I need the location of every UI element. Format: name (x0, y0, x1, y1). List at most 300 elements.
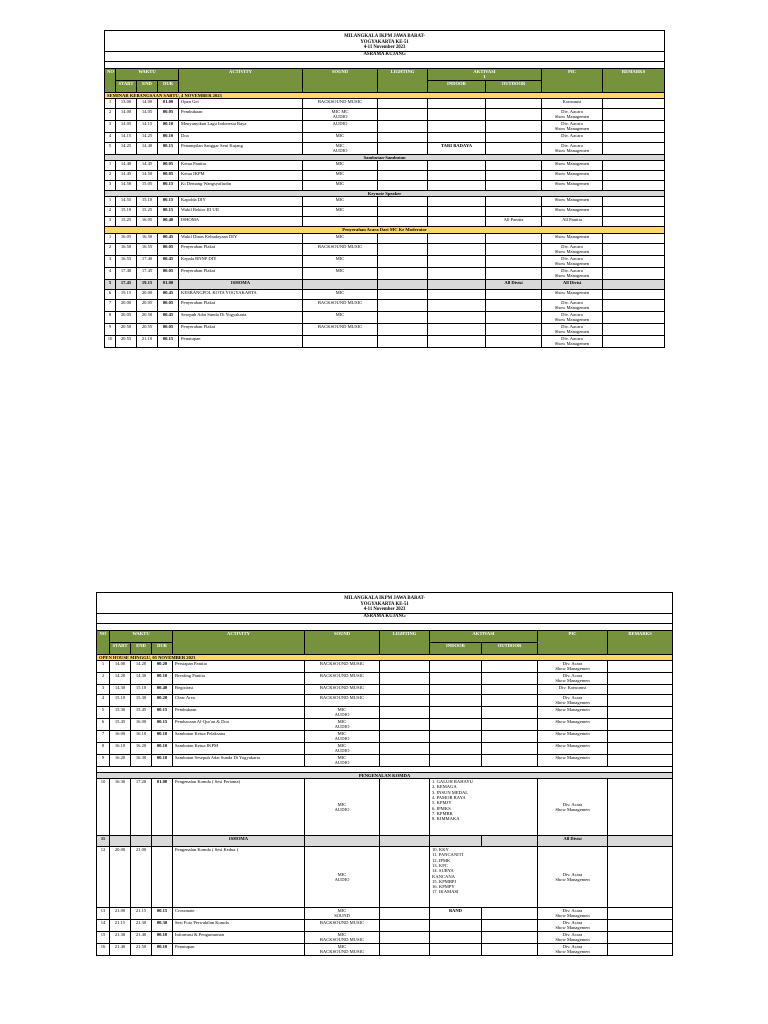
row-no: 5 (105, 279, 116, 289)
row-sound: MIC (303, 289, 378, 299)
table-row (105, 132, 665, 142)
row-start: 14.45 (116, 171, 137, 181)
row-pic: Div. Acara Show Managemen (538, 908, 608, 920)
row-pic: Show Managemen (542, 289, 603, 299)
row-dur: 00.30 (152, 920, 173, 932)
row-start: 17.45 (116, 279, 137, 289)
row-outdoor: All Divisi (486, 279, 542, 289)
row-pic: Show Managemen (538, 706, 608, 718)
col-indoor: INDOOR (430, 642, 482, 654)
row-sound: MIC (303, 311, 378, 323)
row-sound: MIC MC AUDIO (303, 108, 378, 120)
row-end: 14.45 (137, 161, 158, 171)
row-start: 14.15 (116, 132, 137, 142)
row-end: 21.10 (137, 335, 158, 347)
table-row (105, 267, 665, 279)
row-sound: MIC AUDIO (305, 730, 380, 742)
row-no: 10 (97, 779, 110, 836)
col-aktivasi: AKTIVASI I (428, 68, 542, 80)
row-pic: Show Managemen (538, 754, 608, 766)
row-indoor (428, 279, 486, 289)
row-activity: Penyerahan Plakat (179, 267, 303, 279)
row-no: 3 (105, 217, 116, 227)
col-lighting: LIGHTING (378, 68, 428, 92)
col-pic: PIC (542, 68, 603, 92)
komda-list-2 (430, 847, 538, 908)
row-end: 20.50 (137, 311, 158, 323)
row-outdoor (482, 908, 538, 920)
row-lighting (380, 908, 430, 920)
row-pic: Div. Acara Show Managemen (538, 779, 608, 836)
table-row (97, 660, 673, 672)
row-dur: 00.15 (152, 718, 173, 730)
komda-item: 2. KEMAGA (432, 784, 457, 790)
row-sound: MIC (303, 267, 378, 279)
row-dur: 00.10 (152, 730, 173, 742)
table-row (97, 718, 673, 730)
row-outdoor (482, 944, 538, 956)
row-indoor (430, 718, 482, 730)
row-sound: MIC AUDIO (303, 142, 378, 154)
row-end: 20.55 (137, 323, 158, 335)
row-no: 3 (105, 255, 116, 267)
col-sound: SOUND (305, 630, 380, 654)
row-indoor (430, 684, 482, 694)
row-activity: Open Get (179, 98, 303, 108)
row-activity: ISHOMA (173, 836, 305, 847)
row-no: 7 (97, 730, 110, 742)
row-sound: MIC (303, 207, 378, 217)
row-activity: Registrasi (173, 684, 305, 694)
row-end: 19.15 (137, 279, 158, 289)
row-dur: 00.15 (158, 197, 179, 207)
col-end: END (131, 642, 152, 654)
komda-item: 7. KPMBR (432, 810, 453, 816)
row-sound: MIC (303, 171, 378, 181)
row-end: 16.00 (131, 718, 152, 730)
row-remarks (608, 730, 673, 742)
row-pic: Div. Aacara (542, 132, 603, 142)
row-end: 21.30 (131, 920, 152, 932)
row-activity: Pembukaan (173, 706, 305, 718)
row-indoor (428, 289, 486, 299)
row-end: 14.40 (137, 142, 158, 154)
row-start: 14.50 (116, 181, 137, 191)
row-remarks (608, 694, 673, 706)
row-start: 20.55 (116, 335, 137, 347)
row-dur: 00.45 (158, 233, 179, 243)
row-indoor: BAND (430, 908, 482, 920)
row-indoor (428, 171, 486, 181)
row-pic: Show Managemen (542, 207, 603, 217)
col-waktu: WAKTU (110, 630, 173, 642)
row-end: 16.05 (137, 217, 158, 227)
komda-item: 15. KPMBPJ (432, 878, 457, 884)
row-no: 2 (97, 672, 110, 684)
row-dur: 00.15 (158, 181, 179, 191)
komda-item: 4. PAMOR RAYA (432, 794, 466, 800)
row-pic: Div. Aacara Show Managemen (542, 108, 603, 120)
row-end: 16.50 (137, 233, 158, 243)
row-start: 14.05 (116, 120, 137, 132)
event-title: MILANGKALA IKPM JAWA BARAT- YOGYAKARTA KE-51 4-11 November 2023 (97, 593, 673, 614)
row-indoor (428, 120, 486, 132)
col-indoor: INDOOR (428, 80, 486, 92)
row-outdoor (482, 718, 538, 730)
row-remarks (603, 98, 665, 108)
section-heading: Sambutan-Sambutan (105, 154, 665, 160)
col-pic: PIC (538, 630, 608, 654)
row-activity: Ketua Panitia (179, 161, 303, 171)
col-outdoor: OUTDOOR (482, 642, 538, 654)
row-indoor (428, 207, 486, 217)
section-heading: Keynote Speaker (105, 191, 665, 197)
row-dur: 01.00 (152, 779, 173, 836)
table-row (97, 932, 673, 944)
row-remarks (608, 908, 673, 920)
table-row (105, 197, 665, 207)
row-dur: 00.15 (158, 142, 179, 154)
col-sound: SOUND (303, 68, 378, 92)
table-row (105, 142, 665, 154)
row-sound: MIC AUDIO (305, 706, 380, 718)
row-end: 21.50 (131, 944, 152, 956)
row-outdoor (486, 108, 542, 120)
table-row (97, 836, 673, 847)
row-indoor (428, 98, 486, 108)
table-row (105, 98, 665, 108)
row-remarks (603, 132, 665, 142)
row-sound: BACKSOUND MUSIC (303, 98, 378, 108)
row-sound (303, 279, 378, 289)
row-indoor (428, 255, 486, 267)
row-no: 2 (105, 243, 116, 255)
row-start: 15.10 (116, 207, 137, 217)
row-lighting (378, 311, 428, 323)
row-end: 15.05 (137, 181, 158, 191)
row-dur: 00.05 (158, 243, 179, 255)
row-pic: Div. Acara Show Managemen (538, 847, 608, 908)
row-pic: Show Managemen (538, 718, 608, 730)
row-no: 2 (105, 108, 116, 120)
row-start: 14.20 (110, 672, 131, 684)
row-lighting (378, 197, 428, 207)
row-no: 6 (105, 289, 116, 299)
row-dur: 00.15 (152, 908, 173, 920)
row-remarks (603, 323, 665, 335)
row-sound: MIC AUDIO (305, 754, 380, 766)
row-indoor (428, 197, 486, 207)
row-outdoor (486, 335, 542, 347)
row-end: 14.05 (137, 108, 158, 120)
row-dur: 00.10 (152, 932, 173, 944)
row-start: 20.50 (116, 323, 137, 335)
row-dur: 00.15 (158, 335, 179, 347)
row-sound: AUDIO (303, 120, 378, 132)
schedule-table (104, 30, 665, 348)
row-remarks (603, 311, 665, 323)
col-end: END (137, 80, 158, 92)
row-start: 20.05 (116, 311, 137, 323)
row-no: 14 (97, 920, 110, 932)
col-no: NO (97, 630, 110, 654)
row-activity: Penyerahan Plakat (179, 299, 303, 311)
row-lighting (378, 181, 428, 191)
table-row (97, 742, 673, 754)
komda-item: 11. PANCANITI (432, 852, 464, 858)
col-waktu: WAKTU (116, 68, 179, 80)
row-dur: 00.05 (158, 267, 179, 279)
row-sound: MIC BACKSOUND MUSIC (305, 944, 380, 956)
row-remarks (603, 171, 665, 181)
table-row (97, 684, 673, 694)
row-start: 15.25 (116, 217, 137, 227)
row-indoor (428, 299, 486, 311)
row-pic: Show Managemen (542, 233, 603, 243)
row-end: 14.20 (131, 660, 152, 672)
row-end: 16.55 (137, 243, 158, 255)
row-sound (303, 217, 378, 227)
col-remarks: REMARKS (603, 68, 665, 92)
row-lighting (378, 120, 428, 132)
table-row (105, 243, 665, 255)
table-row (105, 289, 665, 299)
row-pic: Show Managemen (538, 742, 608, 754)
row-no: 10 (105, 335, 116, 347)
row-activity: Penutupan (173, 944, 305, 956)
row-indoor (430, 932, 482, 944)
row-sound: BACKSOUND MUSIC (303, 299, 378, 311)
row-start: 14.30 (110, 684, 131, 694)
row-outdoor: All Panitia (486, 217, 542, 227)
row-indoor (430, 920, 482, 932)
row-dur: 00.45 (158, 311, 179, 323)
row-outdoor (486, 289, 542, 299)
row-end: 21.15 (131, 908, 152, 920)
row-outdoor (482, 742, 538, 754)
row-activity: KESBANGPOL KOTA YOGYAKARTA (179, 289, 303, 299)
row-pic: Div. Acara Show Managemen (538, 672, 608, 684)
row-sound: MIC (303, 197, 378, 207)
komda-item: 5. KPMJY (432, 800, 452, 806)
row-outdoor (482, 730, 538, 742)
table-row (105, 233, 665, 243)
komda-item: 6. IPMKS (432, 805, 451, 811)
row-outdoor (486, 233, 542, 243)
row-outdoor (486, 132, 542, 142)
row-outdoor (486, 120, 542, 132)
row-sound: BACKSOUND MUSIC (305, 694, 380, 706)
row-no: 6 (97, 718, 110, 730)
row-no: 5 (105, 142, 116, 154)
row-pic: Div. Acara Show Managemen (538, 932, 608, 944)
row-activity: Penyerahan Plakat (179, 323, 303, 335)
row-lighting (378, 161, 428, 171)
col-start: START (110, 642, 131, 654)
row-outdoor (482, 932, 538, 944)
komda-item: 12. IPMK (432, 857, 451, 863)
row-sound: MIC (303, 181, 378, 191)
row-pic: Div. Aacara Show Managemen (542, 120, 603, 132)
row-remarks (603, 279, 665, 289)
row-activity: Pengenalan Komda ( Sesi Pertama) (173, 779, 305, 836)
row-start: 16.05 (116, 233, 137, 243)
row-start: 14.00 (116, 108, 137, 120)
row-lighting (378, 323, 428, 335)
row-outdoor (482, 684, 538, 694)
row-indoor (430, 694, 482, 706)
row-remarks (608, 920, 673, 932)
row-outdoor (486, 142, 542, 154)
row-lighting (378, 255, 428, 267)
table-row (97, 908, 673, 920)
row-activity: Sesepuh Adat Sunda Di Yogyakarta (179, 311, 303, 323)
row-dur: 00.15 (158, 207, 179, 217)
row-indoor (428, 243, 486, 255)
row-indoor (428, 132, 486, 142)
row-remarks (603, 217, 665, 227)
row-dur: 00.10 (152, 754, 173, 766)
venue-label: ASRAMA KUJANG (97, 613, 673, 623)
row-dur: 00.45 (158, 289, 179, 299)
row-indoor: TARI BADAYA (428, 142, 486, 154)
row-activity: Wakil Rektor III UII (179, 207, 303, 217)
komda-item: 3. INSUN MEDAL (432, 789, 469, 795)
row-pic: Show Managemen (542, 171, 603, 181)
section-heading: PENGENALAN KOMDA (97, 772, 673, 778)
row-remarks (603, 335, 665, 347)
section-heading: Penyerahan Acara Dari MC Ke Moderator (105, 227, 665, 233)
row-indoor (428, 161, 486, 171)
row-pic: Div. Aacara Show Managemen (542, 255, 603, 267)
section-heading: SEMINAR KEBANGSAAN SABTU, 4 NOVEMBER 2023 (105, 92, 665, 98)
row-no: 9 (97, 754, 110, 766)
row-lighting (378, 132, 428, 142)
col-no: NO (105, 68, 116, 92)
row-remarks (608, 944, 673, 956)
row-indoor (430, 706, 482, 718)
row-no: 4 (105, 267, 116, 279)
table-row (105, 207, 665, 217)
row-indoor (428, 267, 486, 279)
row-remarks (603, 299, 665, 311)
row-indoor (428, 181, 486, 191)
row-no: 1 (105, 197, 116, 207)
row-pic: Div. Aacara Show Managemen (542, 335, 603, 347)
col-activity: ACTIVITY (179, 68, 303, 92)
row-no: 8 (105, 311, 116, 323)
row-indoor (430, 742, 482, 754)
row-dur: 00.40 (158, 217, 179, 227)
row-pic: Show Managemen (542, 197, 603, 207)
row-dur: 00.40 (152, 684, 173, 694)
table-row (97, 944, 673, 956)
row-no: 4 (97, 694, 110, 706)
col-lighting: LIGHTING (380, 630, 430, 654)
row-pic: All Divisi (538, 836, 608, 847)
col-activity: ACTIVITY (173, 630, 305, 654)
row-end: 15.30 (131, 694, 152, 706)
row-start: 21.15 (110, 920, 131, 932)
row-dur: 01.00 (158, 98, 179, 108)
row-pic: All Panitia (542, 217, 603, 227)
row-lighting (380, 944, 430, 956)
row-sound: BACKSOUND MUSIC (305, 660, 380, 672)
row-indoor (428, 217, 486, 227)
row-sound: MIC AUDIO (305, 718, 380, 730)
row-end: 21.00 (131, 847, 152, 908)
row-dur: 00.20 (152, 694, 173, 706)
table-row (97, 779, 673, 836)
row-pic: Div. Aacara Show Managemen (542, 299, 603, 311)
row-indoor (428, 335, 486, 347)
table-row (97, 694, 673, 706)
row-sound: MIC (303, 132, 378, 142)
row-start: 15.10 (110, 694, 131, 706)
row-end: 15.10 (137, 197, 158, 207)
row-end: 21.40 (131, 932, 152, 944)
row-start: 14.55 (116, 197, 137, 207)
row-lighting (378, 233, 428, 243)
row-indoor (430, 944, 482, 956)
schedule-table (96, 592, 673, 956)
row-sound (303, 335, 378, 347)
row-indoor (430, 754, 482, 766)
row-dur: 00.15 (152, 706, 173, 718)
row-outdoor (486, 98, 542, 108)
row-activity: Wakil Dinas Kebudayaan DIY (179, 233, 303, 243)
row-lighting (380, 718, 430, 730)
row-no: 2 (105, 207, 116, 217)
row-end: 14.30 (131, 672, 152, 684)
row-remarks (608, 718, 673, 730)
row-outdoor (486, 171, 542, 181)
event-title: MILANGKALA IKPM JAWA BARAT- YOGYAKARTA KE-51 4-11 November 2023 (105, 31, 665, 52)
row-start: 16.20 (110, 754, 131, 766)
row-activity: ISHOMA (179, 279, 303, 289)
row-indoor (430, 660, 482, 672)
row-outdoor (486, 161, 542, 171)
row-no: 4 (105, 132, 116, 142)
row-end: 17.20 (131, 779, 152, 836)
row-remarks (603, 233, 665, 243)
komda-item: 14. SURYA (432, 868, 454, 874)
col-aktivasi: AKTIVASI (430, 630, 538, 642)
row-start: 19.15 (116, 289, 137, 299)
row-start: 14.00 (110, 660, 131, 672)
row-no: 13 (97, 908, 110, 920)
row-end: 16.20 (131, 742, 152, 754)
row-indoor (428, 108, 486, 120)
row-dur: 00.10 (152, 742, 173, 754)
row-outdoor (486, 207, 542, 217)
komda-item: 16. KPMPY (432, 884, 455, 890)
row-lighting (378, 98, 428, 108)
table-row (105, 161, 665, 171)
row-dur: 00.05 (158, 323, 179, 335)
row-lighting (378, 279, 428, 289)
row-lighting (378, 108, 428, 120)
row-no: 9 (105, 323, 116, 335)
row-no: 3 (105, 120, 116, 132)
row-activity: Ketua IKPM (179, 171, 303, 181)
komda-item: 8. KIMMAKA (432, 816, 460, 822)
row-end: 15.45 (131, 706, 152, 718)
row-no: 1 (105, 233, 116, 243)
row-indoor (428, 311, 486, 323)
table-row (105, 323, 665, 335)
row-activity: Persiapan Panitia (173, 660, 305, 672)
